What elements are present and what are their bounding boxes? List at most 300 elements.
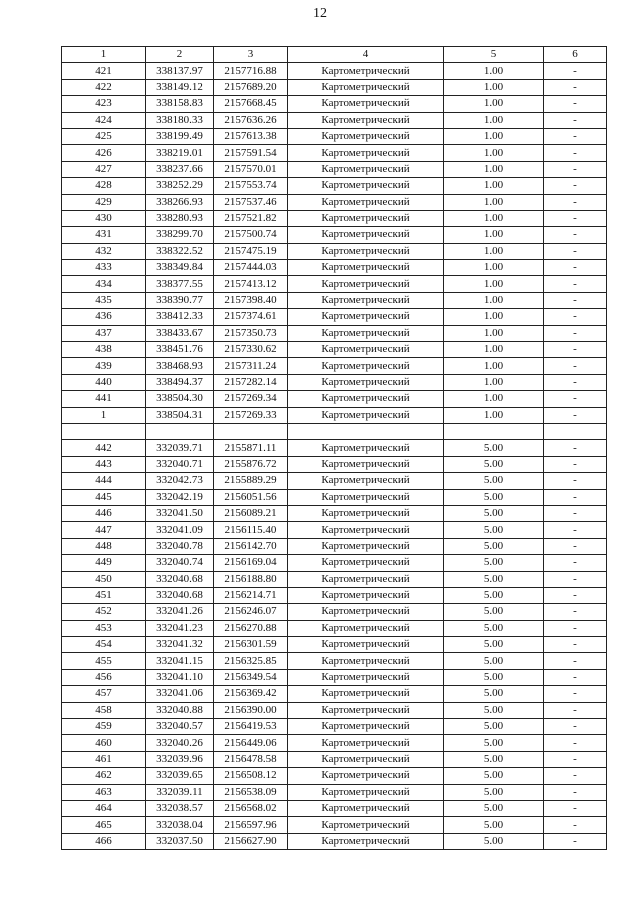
table-row	[62, 407, 607, 423]
cell-x-coordinate: 332041.10	[146, 669, 214, 685]
cell-point-number: 424	[62, 112, 146, 128]
cell-accuracy: 5.00	[444, 538, 544, 554]
cell-method: Картометрический	[288, 210, 444, 226]
cell-x-coordinate: 338252.29	[146, 178, 214, 194]
cell-x-coordinate: 332041.06	[146, 686, 214, 702]
cell-accuracy: 1.00	[444, 391, 544, 407]
cell-accuracy: 5.00	[444, 604, 544, 620]
cell-note: -	[544, 178, 607, 194]
cell-point-number: 436	[62, 309, 146, 325]
table-row	[62, 784, 607, 800]
cell-note: -	[544, 637, 607, 653]
table-row	[62, 292, 607, 308]
cell-y-coordinate: 2157269.33	[214, 407, 288, 423]
cell-method: Картометрический	[288, 751, 444, 767]
cell-accuracy: 5.00	[444, 669, 544, 685]
cell-accuracy: 5.00	[444, 473, 544, 489]
cell-y-coordinate: 2156270.88	[214, 620, 288, 636]
cell-accuracy: 5.00	[444, 440, 544, 456]
cell-x-coordinate: 338137.97	[146, 63, 214, 79]
cell-x-coordinate: 332040.68	[146, 571, 214, 587]
table-row	[62, 227, 607, 243]
table-row	[62, 538, 607, 554]
table-row	[62, 243, 607, 259]
cell-note: -	[544, 194, 607, 210]
cell-note: -	[544, 358, 607, 374]
cell-method: Картометрический	[288, 456, 444, 472]
cell-y-coordinate: 2156508.12	[214, 768, 288, 784]
cell-method: Картометрический	[288, 374, 444, 390]
cell-method: Картометрический	[288, 686, 444, 702]
cell-note: -	[544, 800, 607, 816]
cell-note: -	[544, 522, 607, 538]
column-header-2: 2	[146, 47, 214, 63]
cell-note: -	[544, 79, 607, 95]
cell-method: Картометрический	[288, 161, 444, 177]
column-header-4: 4	[288, 47, 444, 63]
cell-y-coordinate: 2156568.02	[214, 800, 288, 816]
cell-point-number: 443	[62, 456, 146, 472]
cell-point-number	[62, 423, 146, 439]
table-row	[62, 423, 607, 439]
cell-note: -	[544, 833, 607, 849]
column-header-6: 6	[544, 47, 607, 63]
cell-method: Картометрический	[288, 768, 444, 784]
cell-note: -	[544, 145, 607, 161]
cell-x-coordinate: 332040.26	[146, 735, 214, 751]
table-row	[62, 112, 607, 128]
table-row	[62, 79, 607, 95]
cell-point-number: 441	[62, 391, 146, 407]
cell-point-number: 442	[62, 440, 146, 456]
cell-note: -	[544, 669, 607, 685]
cell-note: -	[544, 227, 607, 243]
cell-note: -	[544, 604, 607, 620]
cell-point-number: 423	[62, 96, 146, 112]
cell-method: Картометрический	[288, 178, 444, 194]
cell-y-coordinate: 2157570.01	[214, 161, 288, 177]
cell-accuracy: 5.00	[444, 587, 544, 603]
cell-point-number: 462	[62, 768, 146, 784]
cell-x-coordinate: 332038.57	[146, 800, 214, 816]
cell-y-coordinate: 2157282.14	[214, 374, 288, 390]
table-row	[62, 473, 607, 489]
table-row	[62, 735, 607, 751]
table-row	[62, 817, 607, 833]
cell-note: -	[544, 817, 607, 833]
cell-method: Картометрический	[288, 358, 444, 374]
cell-x-coordinate: 332039.65	[146, 768, 214, 784]
cell-x-coordinate: 338433.67	[146, 325, 214, 341]
cell-note: -	[544, 276, 607, 292]
table-row	[62, 440, 607, 456]
cell-method: Картометрический	[288, 833, 444, 849]
cell-method: Картометрический	[288, 260, 444, 276]
table-row	[62, 260, 607, 276]
cell-x-coordinate: 332039.71	[146, 440, 214, 456]
cell-y-coordinate: 2156349.54	[214, 669, 288, 685]
cell-accuracy: 1.00	[444, 358, 544, 374]
cell-accuracy: 1.00	[444, 243, 544, 259]
cell-y-coordinate: 2156627.90	[214, 833, 288, 849]
cell-y-coordinate: 2156597.96	[214, 817, 288, 833]
cell-note: -	[544, 243, 607, 259]
cell-accuracy: 5.00	[444, 702, 544, 718]
cell-x-coordinate: 338199.49	[146, 128, 214, 144]
cell-point-number: 439	[62, 358, 146, 374]
cell-point-number: 458	[62, 702, 146, 718]
cell-y-coordinate: 2157413.12	[214, 276, 288, 292]
cell-accuracy: 1.00	[444, 309, 544, 325]
table-row	[62, 522, 607, 538]
cell-x-coordinate: 332040.78	[146, 538, 214, 554]
cell-point-number: 452	[62, 604, 146, 620]
table-row	[62, 604, 607, 620]
table-row	[62, 128, 607, 144]
table-row	[62, 702, 607, 718]
cell-point-number: 421	[62, 63, 146, 79]
cell-note: -	[544, 325, 607, 341]
cell-accuracy: 1.00	[444, 292, 544, 308]
cell-accuracy: 5.00	[444, 522, 544, 538]
cell-point-number: 430	[62, 210, 146, 226]
cell-accuracy: 5.00	[444, 800, 544, 816]
cell-method: Картометрический	[288, 587, 444, 603]
page-number: 12	[313, 6, 327, 21]
cell-x-coordinate: 332037.50	[146, 833, 214, 849]
cell-method: Картометрический	[288, 227, 444, 243]
cell-method: Картометрический	[288, 309, 444, 325]
cell-point-number: 426	[62, 145, 146, 161]
table-row	[62, 686, 607, 702]
table-row	[62, 620, 607, 636]
cell-method: Картометрический	[288, 63, 444, 79]
cell-y-coordinate: 2157553.74	[214, 178, 288, 194]
cell-accuracy: 1.00	[444, 79, 544, 95]
table-row	[62, 571, 607, 587]
cell-y-coordinate: 2157311.24	[214, 358, 288, 374]
cell-accuracy: 5.00	[444, 456, 544, 472]
cell-point-number: 447	[62, 522, 146, 538]
table-row	[62, 276, 607, 292]
cell-method: Картометрический	[288, 489, 444, 505]
cell-x-coordinate: 338377.55	[146, 276, 214, 292]
cell-point-number: 448	[62, 538, 146, 554]
cell-y-coordinate: 2155889.29	[214, 473, 288, 489]
table-row	[62, 800, 607, 816]
cell-note: -	[544, 620, 607, 636]
cell-note: -	[544, 571, 607, 587]
cell-method: Картометрический	[288, 669, 444, 685]
cell-method: Картометрический	[288, 342, 444, 358]
cell-note	[544, 423, 607, 439]
cell-x-coordinate: 332039.96	[146, 751, 214, 767]
cell-point-number: 1	[62, 407, 146, 423]
cell-y-coordinate: 2156214.71	[214, 587, 288, 603]
cell-accuracy: 5.00	[444, 768, 544, 784]
cell-method: Картометрический	[288, 653, 444, 669]
cell-note: -	[544, 702, 607, 718]
cell-point-number: 432	[62, 243, 146, 259]
table-row	[62, 342, 607, 358]
cell-x-coordinate: 338504.31	[146, 407, 214, 423]
cell-accuracy: 1.00	[444, 161, 544, 177]
table-row	[62, 751, 607, 767]
cell-point-number: 450	[62, 571, 146, 587]
cell-point-number: 425	[62, 128, 146, 144]
cell-x-coordinate: 338237.66	[146, 161, 214, 177]
column-header-3: 3	[214, 47, 288, 63]
cell-accuracy: 5.00	[444, 571, 544, 587]
cell-method: Картометрический	[288, 571, 444, 587]
cell-y-coordinate: 2157500.74	[214, 227, 288, 243]
cell-method: Картометрический	[288, 292, 444, 308]
cell-point-number: 433	[62, 260, 146, 276]
cell-point-number: 465	[62, 817, 146, 833]
cell-x-coordinate: 332040.57	[146, 719, 214, 735]
cell-note: -	[544, 751, 607, 767]
cell-point-number: 429	[62, 194, 146, 210]
cell-x-coordinate: 338280.93	[146, 210, 214, 226]
cell-method: Картометрический	[288, 555, 444, 571]
cell-y-coordinate: 2157330.62	[214, 342, 288, 358]
table-row	[62, 637, 607, 653]
cell-method: Картометрический	[288, 112, 444, 128]
cell-note: -	[544, 505, 607, 521]
cell-y-coordinate: 2157537.46	[214, 194, 288, 210]
cell-x-coordinate: 332038.04	[146, 817, 214, 833]
cell-note: -	[544, 407, 607, 423]
cell-point-number: 434	[62, 276, 146, 292]
cell-accuracy: 5.00	[444, 686, 544, 702]
cell-method: Картометрический	[288, 407, 444, 423]
cell-y-coordinate: 2157716.88	[214, 63, 288, 79]
cell-note: -	[544, 440, 607, 456]
cell-y-coordinate	[214, 423, 288, 439]
cell-accuracy: 1.00	[444, 112, 544, 128]
cell-point-number: 454	[62, 637, 146, 653]
cell-method: Картометрический	[288, 391, 444, 407]
cell-y-coordinate: 2156478.58	[214, 751, 288, 767]
cell-y-coordinate: 2156538.09	[214, 784, 288, 800]
cell-method: Картометрический	[288, 538, 444, 554]
cell-note: -	[544, 719, 607, 735]
table-row	[62, 653, 607, 669]
cell-accuracy	[444, 423, 544, 439]
cell-note: -	[544, 555, 607, 571]
cell-point-number: 457	[62, 686, 146, 702]
table-row	[62, 505, 607, 521]
cell-note: -	[544, 456, 607, 472]
cell-y-coordinate: 2157269.34	[214, 391, 288, 407]
table-row	[62, 63, 607, 79]
cell-method: Картометрический	[288, 79, 444, 95]
cell-accuracy: 1.00	[444, 96, 544, 112]
cell-note: -	[544, 161, 607, 177]
table-row	[62, 555, 607, 571]
cell-x-coordinate: 332041.23	[146, 620, 214, 636]
table-row	[62, 178, 607, 194]
table-row	[62, 161, 607, 177]
cell-method: Картометрический	[288, 784, 444, 800]
cell-y-coordinate: 2156449.06	[214, 735, 288, 751]
cell-method: Картометрический	[288, 505, 444, 521]
coordinates-table	[61, 46, 607, 850]
cell-note: -	[544, 653, 607, 669]
cell-accuracy: 5.00	[444, 735, 544, 751]
cell-y-coordinate: 2156369.42	[214, 686, 288, 702]
cell-accuracy: 1.00	[444, 210, 544, 226]
cell-method: Картометрический	[288, 128, 444, 144]
cell-point-number: 466	[62, 833, 146, 849]
cell-accuracy: 5.00	[444, 620, 544, 636]
cell-method: Картометрический	[288, 817, 444, 833]
cell-method: Картометрический	[288, 194, 444, 210]
cell-accuracy: 1.00	[444, 342, 544, 358]
table-row	[62, 456, 607, 472]
cell-method: Картометрический	[288, 96, 444, 112]
cell-note: -	[544, 784, 607, 800]
cell-y-coordinate: 2156246.07	[214, 604, 288, 620]
table-row	[62, 587, 607, 603]
cell-method: Картометрический	[288, 800, 444, 816]
cell-point-number: 456	[62, 669, 146, 685]
cell-method: Картометрический	[288, 145, 444, 161]
cell-x-coordinate: 332042.19	[146, 489, 214, 505]
cell-note: -	[544, 587, 607, 603]
cell-accuracy: 1.00	[444, 407, 544, 423]
cell-point-number: 445	[62, 489, 146, 505]
column-header-5: 5	[444, 47, 544, 63]
cell-point-number: 449	[62, 555, 146, 571]
table-row	[62, 96, 607, 112]
cell-accuracy: 1.00	[444, 227, 544, 243]
cell-y-coordinate: 2157444.03	[214, 260, 288, 276]
cell-point-number: 463	[62, 784, 146, 800]
cell-note: -	[544, 63, 607, 79]
cell-point-number: 435	[62, 292, 146, 308]
cell-accuracy: 5.00	[444, 653, 544, 669]
cell-x-coordinate: 338180.33	[146, 112, 214, 128]
cell-accuracy: 5.00	[444, 817, 544, 833]
cell-accuracy: 1.00	[444, 178, 544, 194]
cell-x-coordinate: 338349.84	[146, 260, 214, 276]
cell-method: Картометрический	[288, 604, 444, 620]
cell-accuracy: 1.00	[444, 374, 544, 390]
cell-x-coordinate: 332041.26	[146, 604, 214, 620]
cell-y-coordinate: 2156325.85	[214, 653, 288, 669]
cell-note: -	[544, 735, 607, 751]
cell-accuracy: 5.00	[444, 751, 544, 767]
cell-note: -	[544, 473, 607, 489]
cell-x-coordinate: 332040.74	[146, 555, 214, 571]
cell-y-coordinate: 2157689.20	[214, 79, 288, 95]
cell-x-coordinate: 332040.68	[146, 587, 214, 603]
cell-accuracy: 5.00	[444, 505, 544, 521]
table-row	[62, 374, 607, 390]
cell-point-number: 438	[62, 342, 146, 358]
cell-x-coordinate: 338451.76	[146, 342, 214, 358]
table-row	[62, 145, 607, 161]
cell-note: -	[544, 342, 607, 358]
table-row	[62, 833, 607, 849]
cell-note: -	[544, 489, 607, 505]
cell-method: Картометрический	[288, 620, 444, 636]
table-row	[62, 194, 607, 210]
cell-method: Картометрический	[288, 522, 444, 538]
table-header-row	[62, 47, 607, 63]
cell-x-coordinate: 338219.01	[146, 145, 214, 161]
cell-point-number: 460	[62, 735, 146, 751]
cell-method: Картометрический	[288, 440, 444, 456]
cell-method: Картометрический	[288, 735, 444, 751]
cell-method: Картометрический	[288, 243, 444, 259]
cell-note: -	[544, 309, 607, 325]
cell-method: Картометрический	[288, 702, 444, 718]
column-header-1: 1	[62, 47, 146, 63]
cell-point-number: 453	[62, 620, 146, 636]
cell-method: Картометрический	[288, 637, 444, 653]
cell-point-number: 461	[62, 751, 146, 767]
cell-point-number: 464	[62, 800, 146, 816]
cell-x-coordinate: 338390.77	[146, 292, 214, 308]
cell-method: Картометрический	[288, 276, 444, 292]
cell-accuracy: 1.00	[444, 128, 544, 144]
cell-point-number: 428	[62, 178, 146, 194]
cell-x-coordinate: 332039.11	[146, 784, 214, 800]
cell-point-number: 451	[62, 587, 146, 603]
cell-x-coordinate: 332040.88	[146, 702, 214, 718]
cell-accuracy: 5.00	[444, 833, 544, 849]
cell-y-coordinate: 2157398.40	[214, 292, 288, 308]
cell-accuracy: 5.00	[444, 555, 544, 571]
cell-y-coordinate: 2156390.00	[214, 702, 288, 718]
cell-x-coordinate: 338412.33	[146, 309, 214, 325]
cell-x-coordinate: 338322.52	[146, 243, 214, 259]
table-body	[62, 63, 607, 850]
cell-accuracy: 1.00	[444, 194, 544, 210]
cell-note: -	[544, 686, 607, 702]
table-row	[62, 325, 607, 341]
cell-x-coordinate: 332041.09	[146, 522, 214, 538]
cell-point-number: 437	[62, 325, 146, 341]
cell-note: -	[544, 112, 607, 128]
cell-note: -	[544, 96, 607, 112]
cell-x-coordinate: 338494.37	[146, 374, 214, 390]
table-row	[62, 719, 607, 735]
cell-note: -	[544, 128, 607, 144]
table-row	[62, 768, 607, 784]
cell-x-coordinate: 338149.12	[146, 79, 214, 95]
cell-method: Картометрический	[288, 473, 444, 489]
cell-y-coordinate: 2156188.80	[214, 571, 288, 587]
cell-point-number: 459	[62, 719, 146, 735]
cell-x-coordinate: 338158.83	[146, 96, 214, 112]
cell-x-coordinate: 332041.50	[146, 505, 214, 521]
cell-accuracy: 5.00	[444, 489, 544, 505]
table-row	[62, 210, 607, 226]
cell-y-coordinate: 2156089.21	[214, 505, 288, 521]
cell-x-coordinate: 338504.30	[146, 391, 214, 407]
cell-y-coordinate: 2155871.11	[214, 440, 288, 456]
cell-x-coordinate: 338468.93	[146, 358, 214, 374]
cell-y-coordinate: 2155876.72	[214, 456, 288, 472]
cell-point-number: 446	[62, 505, 146, 521]
cell-accuracy: 1.00	[444, 276, 544, 292]
table-row	[62, 391, 607, 407]
cell-x-coordinate: 332040.71	[146, 456, 214, 472]
cell-point-number: 444	[62, 473, 146, 489]
